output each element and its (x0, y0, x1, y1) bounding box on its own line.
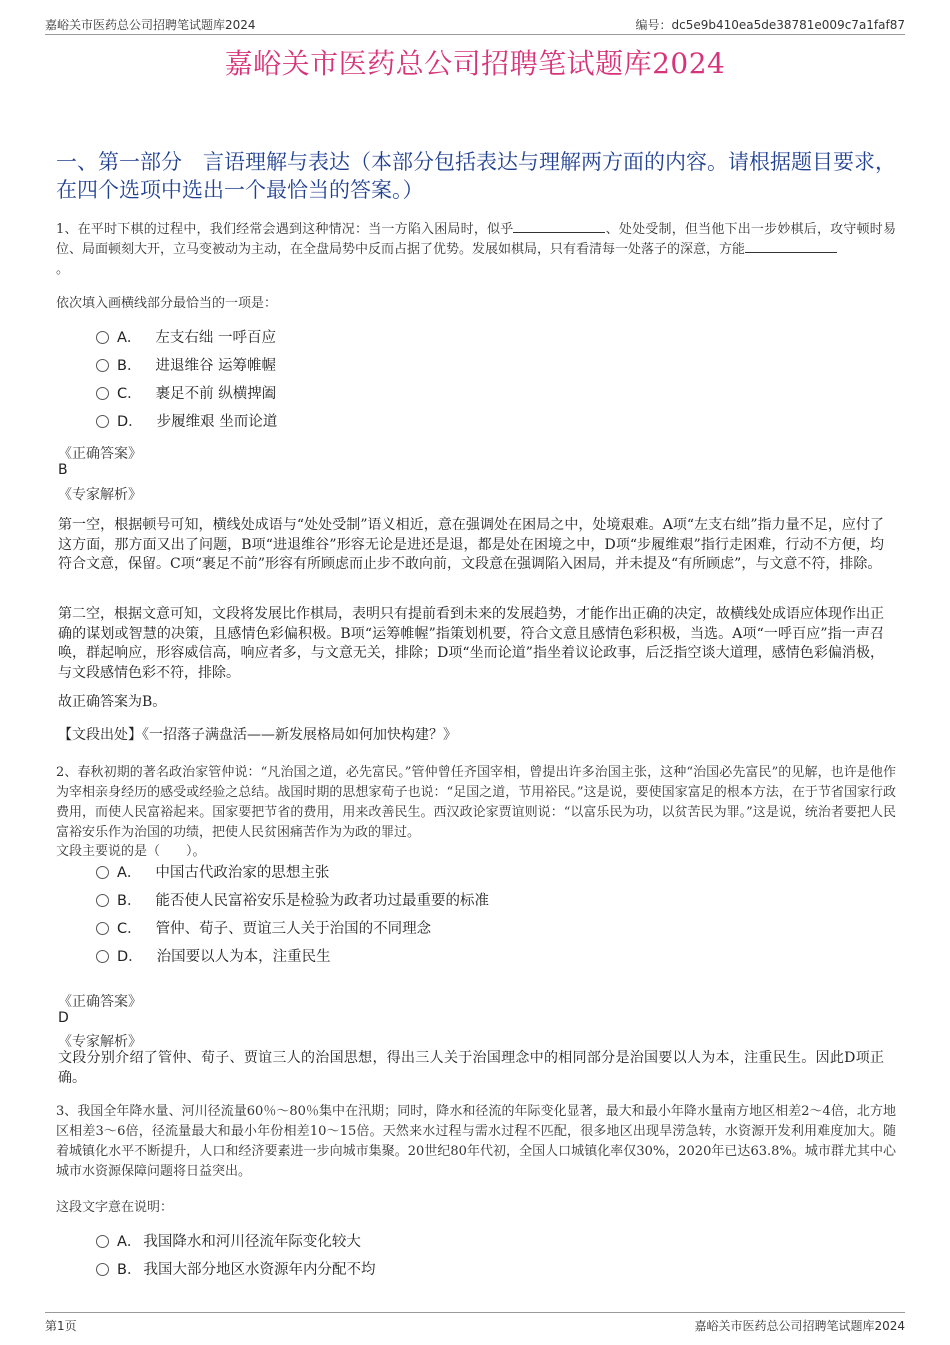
q1-analysis-p3: 故正确答案为B。 (58, 694, 167, 710)
q2-answer-label: 《正确答案》 (58, 994, 142, 1010)
q1-option-c[interactable]: C． 裹足不前 纵横捭阖 (96, 383, 276, 405)
question-1 (56, 220, 896, 280)
radio-icon[interactable] (96, 359, 109, 372)
page-number: 第1页 (45, 1319, 77, 1333)
radio-icon[interactable] (96, 387, 109, 400)
fill-blank-1 (513, 220, 605, 233)
q2-analysis-p1: 文段分别介绍了管仲、荀子、贾谊三人的治国思想，得出三人关于治国理念中的相同部分是治国要以人为本，注重民生。因此D项正确。 (58, 1050, 884, 1086)
q2-answer: D (58, 1010, 69, 1026)
question-2-prompt: 文段主要说的是（ ）。 (56, 844, 206, 859)
question-1-prompt: 依次填入画横线部分最恰当的一项是： (56, 296, 278, 311)
question-3 (56, 1102, 896, 1182)
q1-analysis-label: 《专家解析》 (58, 487, 142, 503)
footer-doc-title: 嘉峪关市医药总公司招聘笔试题库2024 (694, 1319, 905, 1333)
radio-icon[interactable] (96, 866, 109, 879)
fill-blank-2 (745, 240, 837, 253)
q1-option-a[interactable]: A． 左支右绌 一呼百应 (96, 327, 276, 349)
question-2-text: 2、春秋初期的著名政治家管仲说：“凡治国之道，必先富民。”管仲曾任齐国宰相，曾提出许多治国主张，这种“治国必先富民”的见解，也许是他作为宰相亲身经历的感受或经验之总结。战国时期的思想家荀子也说：“足国之道，节用裕民。”这是说，要使国家富足的根本方法，在于节省国家行政费用，而使人民富裕起来。国家要把节省的费用，用来改善民生。西汉政论家贾谊则说：“以富乐民为功，以贫苦民为罪。”这是说，统治者要把人民富裕安乐作为治国的功绩，把使人民贫困痛苦作为为政的罪过。 (56, 765, 896, 840)
radio-icon[interactable] (96, 1263, 109, 1276)
radio-icon[interactable] (96, 922, 109, 935)
radio-icon[interactable] (96, 1235, 109, 1248)
q3-option-b[interactable]: B． 我国大部分地区水资源年内分配不均 (96, 1259, 375, 1281)
page-footer (45, 1312, 905, 1335)
question-3-text: 3、我国全年降水量、河川径流量60％～80％集中在汛期；同时，降水和径流的年际变化显著，最大和最小年降水量南方地区相差2～4倍，北方地区相差3～6倍，径流量最大和最小年份相差10～15倍。天然来水过程与需水过程不匹配，很多地区出现旱涝急转，水资源开发利用难度加大。随着城镇化水平不断提升，人口和经济要素进一步向城市集聚。20世纪80年代初，全国人口城镇化率仅30%，2020年已达63.8%。城市群尤其中心城市水资源保障问题将日益突出。 (56, 1104, 896, 1179)
question-2 (56, 763, 896, 843)
q1-answer: B (58, 462, 68, 478)
radio-icon[interactable] (96, 331, 109, 344)
header-doc-title: 嘉峪关市医药总公司招聘笔试题库2024 (45, 18, 256, 32)
radio-icon[interactable] (96, 950, 109, 963)
page-header (45, 14, 905, 35)
q1-analysis-p2: 第二空，根据文意可知，文段将发展比作棋局，表明只有提前看到未来的发展趋势，才能作出正确的决定，故横线处成语应体现作出正确的谋划或智慧的决策，且感情色彩偏积极。B项“运筹帷幄”指策划机要，符合文意且感情色彩积极，当选。A项“一呼百应”指一声召唤，群起响应，形容威信高，响应者多，与文意无关，排除；D项“坐而论道”指坐着议论政事，后泛指空谈大道理，感情色彩偏消极，与文段感情色彩不符，排除。 (58, 606, 884, 681)
q1-option-b[interactable]: B． 进退维谷 运筹帷幄 (96, 355, 276, 377)
question-1-text: 1、在平时下棋的过程中，我们经常会遇到这种情况：当一方陷入困局时，似乎 、处处受制，但当他下出一步妙棋后，攻守顿时易位、局面顿刻大开，立马变被动为主动，在全盘局势中反而占据了优势。发展如棋局，只有看清每一处落子的深意，方能 。 (56, 222, 896, 277)
q2-analysis-label: 《专家解析》 (58, 1034, 142, 1050)
radio-icon[interactable] (96, 894, 109, 907)
q3-option-a[interactable]: A． 我国降水和河川径流年际变化较大 (96, 1231, 361, 1253)
page-title: 嘉峪关市医药总公司招聘笔试题库2024 (224, 47, 726, 80)
q1-source: 【文段出处】《一招落子满盘活——新发展格局如何加快构建？》 (58, 727, 457, 743)
q1-analysis-p1: 第一空，根据顿号可知，横线处成语与“处处受制”语义相近，意在强调处在困局之中，处境艰难。A项“左支右绌”指力量不足，应付了这方面，那方面又出了问题，B项“进退维谷”形容无论是进还是退，都是处在困境之中，D项“步履维艰”指行走困难，行动不方便，均符合文意，保留。C项“裹足不前”形容有所顾虑而止步不敢向前，文段意在强调陷入困局，并未提及“有所顾虑”，与文意不符，排除。 (58, 517, 884, 572)
q2-option-d[interactable]: D． 治国要以人为本，注重民生 (96, 946, 331, 968)
q2-option-c[interactable]: C． 管仲、荀子、贾谊三人关于治国的不同理念 (96, 918, 431, 940)
question-3-prompt: 这段文字意在说明： (56, 1200, 174, 1215)
q1-answer-label: 《正确答案》 (58, 446, 142, 462)
radio-icon[interactable] (96, 415, 109, 428)
header-doc-id: 编号：dc5e9b410ea5de38781e009c7a1faf87 (635, 18, 905, 32)
q1-option-d[interactable]: D． 步履维艰 坐而论道 (96, 411, 277, 433)
q2-option-b[interactable]: B． 能否使人民富裕安乐是检验为政者功过最重要的标准 (96, 890, 489, 912)
q2-option-a[interactable]: A． 中国古代政治家的思想主张 (96, 862, 329, 884)
section-heading: 一、第一部分 言语理解与表达（本部分包括表达与理解两方面的内容。请根据题目要求，在四个选项中选出一个最恰当的答案。） (56, 150, 896, 202)
